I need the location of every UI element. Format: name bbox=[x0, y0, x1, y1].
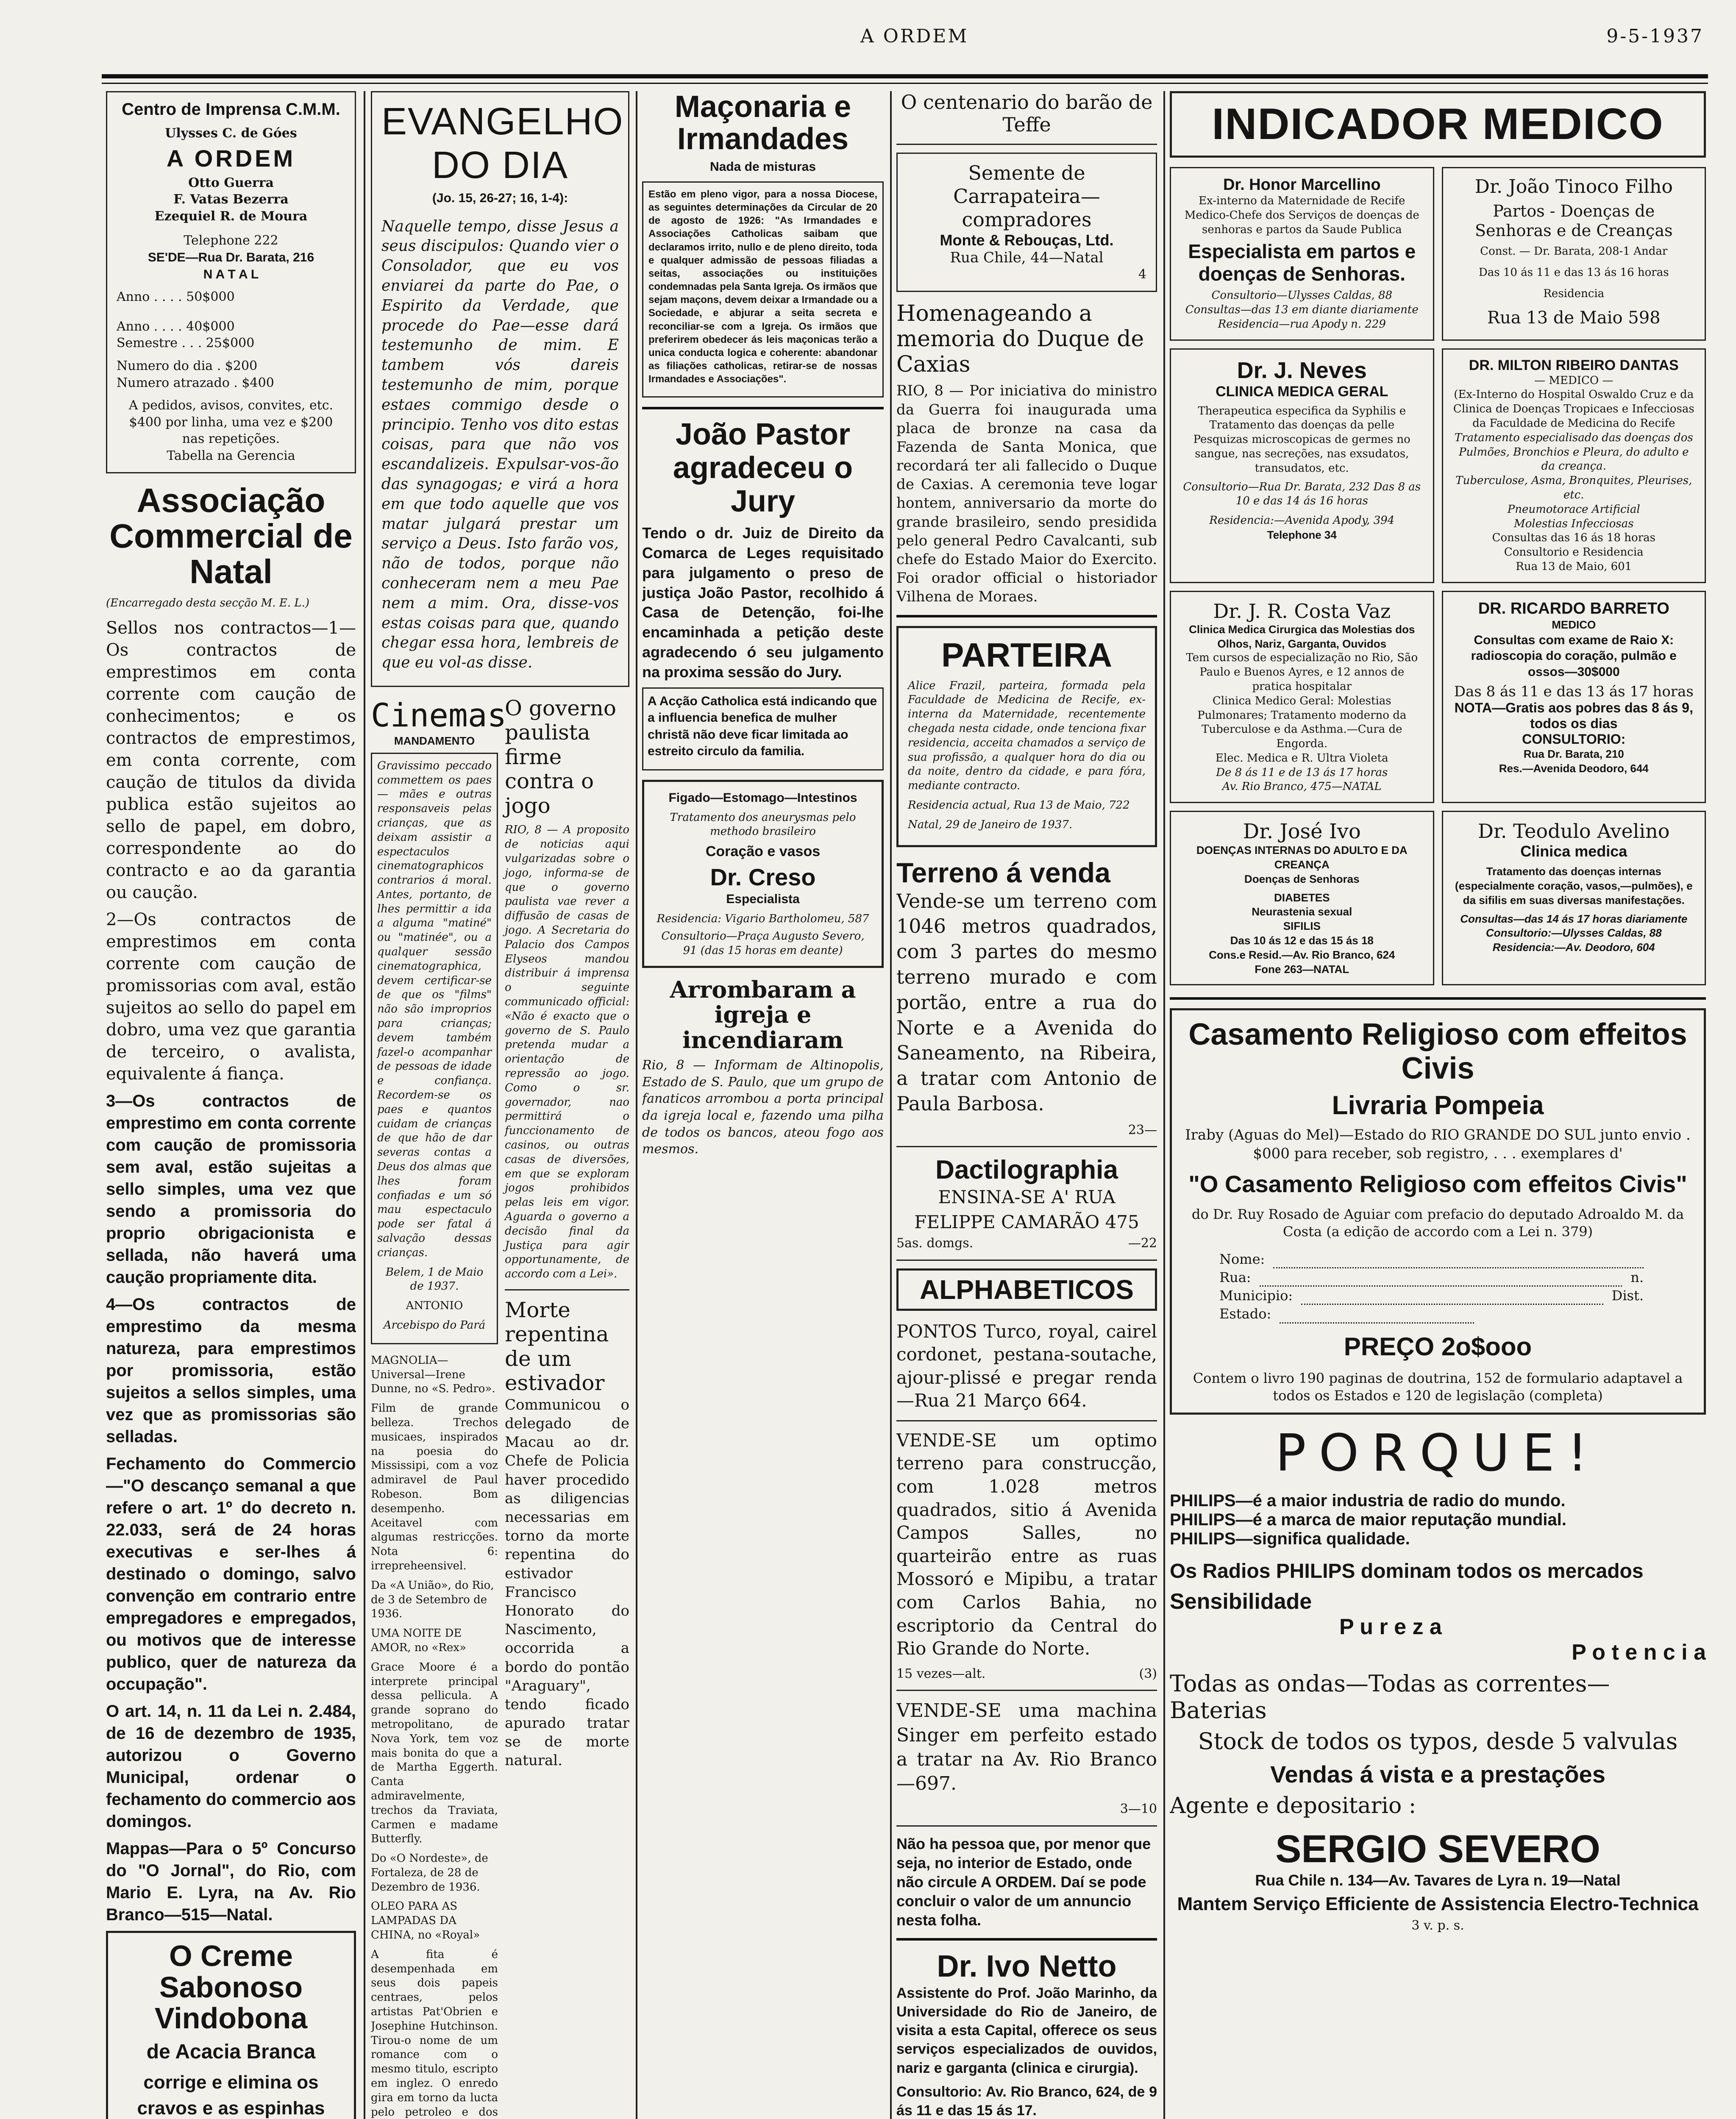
philips-dominam: Os Radios PHILIPS dominam todos os mercados bbox=[1170, 1560, 1644, 1582]
doctor-line: Tuberculose, Asma, Bronquites, Pleurises, etc. bbox=[1455, 474, 1692, 501]
doctor-line: DIABETES bbox=[1274, 891, 1330, 904]
doctor-line: (Ex-Interno do Hospital Oswaldo Cruz e da Clinica de Doenças Tropicaes e Infecciosas da Faculdade de Medicina do Recife bbox=[1453, 388, 1694, 430]
column-divider bbox=[636, 91, 637, 2119]
doctor-line: Therapeutica especifica da Syphilis e Tratamento das doenças da pelle Pesquizas microscopicas de germes no sangue, nas secreções, nas exsudatos, transudatos, etc. bbox=[1193, 404, 1410, 475]
doctor-line: Tem cursos de especialização no Rio, São Paulo e Buenos Ayres, e 12 annos de pratica hospitalar bbox=[1186, 651, 1418, 693]
header-rule-thin bbox=[102, 83, 1708, 84]
masthead-line: Ulysses C. de Góes bbox=[165, 126, 297, 141]
morte-title: Morte repentina de um estivador bbox=[505, 1297, 609, 1396]
doctor-card bbox=[1170, 167, 1434, 341]
caxias-text: RIO, 8 — Por iniciativa do ministro da Guerra foi inaugurada uma placa de bronze na casa da Fazenda de Santa Monica, que recordará ter ali fallecido o Duque de Caxias. A ceremonia teve logar hontem, anniversario da morte do grande brasileiro, sendo presidida pelo general Pedro Cavalcanti, sub chefe do Estado Maior do Exercito. Foi orador official o historiador Vilhena de Moraes. bbox=[896, 382, 1157, 606]
semente-ad bbox=[896, 153, 1157, 292]
doctor-line: Doenças de Senhoras bbox=[1244, 872, 1360, 885]
doctor-line: Rua Dr. Barata, 210 bbox=[1523, 748, 1624, 761]
form-label: Dist. bbox=[1611, 1288, 1644, 1304]
doctor-line: Tratamento especialisado das doenças dos Pulmões, Bronchios e Pleura, do adulto e da creança. bbox=[1454, 431, 1693, 473]
cinemas-review: Do «O Nordeste», de Fortaleza, de 28 de Dezembro de 1936. bbox=[371, 1852, 488, 1894]
jury-text: Tendo o dr. Juiz de Direito da Comarca de Leges requisitado para julgamento o preso de justiça João Pastor, recolhido á Casa de Detenção, foi-lhe encaminhada a petição deste agradecendo ó seu julgamento na proxima sessão do Jury. bbox=[642, 524, 884, 681]
masthead-line: Numero do dia . $200 bbox=[117, 358, 258, 373]
philips-tail: 3 v. p. s. bbox=[1411, 1918, 1464, 1933]
form-label: Municipio: bbox=[1219, 1288, 1293, 1304]
cinemas-sub: MANDAMENTO bbox=[394, 734, 475, 747]
creso-res: Residencia: Vigario Bartholomeu, 587 bbox=[657, 912, 869, 925]
masthead-line: Anno . . . . 50$000 bbox=[117, 289, 235, 305]
doctor-name: Dr. Teodulo Avelino bbox=[1478, 820, 1670, 843]
assoc-paragraph: 2—Os contractos de emprestimos em conta corrente com caução de promissorias com aval, estão sujeitos ao sello do papel em dobro, uma vez que garantia de terceiro, o avalista, equivalente á fiança. bbox=[106, 910, 356, 1084]
parteira-title: PARTEIRA bbox=[941, 636, 1112, 674]
masthead-title: Centro de Imprensa C.M.M. bbox=[122, 100, 340, 119]
doctor-name: Dr. João Tinoco Filho bbox=[1474, 176, 1673, 197]
doctor-card bbox=[1170, 591, 1434, 804]
masthead-line: Anno . . . . 40$000 bbox=[117, 319, 235, 334]
cinemas-sign-role: Arcebispo do Pará bbox=[383, 1319, 486, 1332]
masthead-line: N A T A L bbox=[203, 267, 259, 281]
casamento-ad bbox=[1170, 1008, 1706, 1414]
masthead-line: Numero atrazado . $400 bbox=[117, 375, 274, 390]
casamento-quote: "O Casamento Religioso com effeitos Civis" bbox=[1188, 1171, 1687, 1198]
governo-title: O governo paulista firme contra o jogo bbox=[505, 695, 617, 818]
doctor-line: Consultorio e Residencia bbox=[1504, 546, 1644, 559]
philips-line: PHILIPS—é a maior industria de radio do mundo. bbox=[1170, 1491, 1566, 1510]
doctor-card bbox=[1170, 348, 1434, 583]
pensado-text: Não ha pessoa que, por menor que seja, no interior de Estado, onde não circule A ORDEM. Daí se pode concluir o valor de um annuncio nesta folha. bbox=[896, 1835, 1151, 1929]
assoc-paragraph: O art. 14, n. 11 da Lei n. 2.484, de 16 de dezembro de 1935, autorizou o Governo Municipal, ordenar o fechamento do commercio aos domingos. bbox=[106, 1702, 356, 1831]
maconaria-section bbox=[642, 91, 884, 398]
casamento-price: PREÇO 2o$ooo bbox=[1344, 1332, 1532, 1361]
cinemas-sign: ANTONIO bbox=[406, 1299, 463, 1313]
form-label: Estado: bbox=[1219, 1306, 1271, 1322]
column-1 bbox=[106, 91, 356, 2119]
doctor-line: Telephone 34 bbox=[1267, 528, 1337, 541]
maconaria-sub: Nada de misturas bbox=[709, 160, 816, 174]
philips-potencia: P o t e n c i a bbox=[1572, 1640, 1706, 1665]
cinemas-review: Film de grande belleza. Trechos musicaes, inspirados na poesia do Mississipi, com a voz admiravel de Paul Robeson. Bom desempenho. Aceitavel com algumas restricções. Nota 6: irrepreheensivel. bbox=[371, 1402, 498, 1572]
creso-head: Figado—Estomago—Intestinos bbox=[668, 790, 857, 805]
newspaper-name: A ORDEM bbox=[860, 25, 969, 47]
assoc-byline: (Encarregado desta secção M. E. L.) bbox=[106, 596, 310, 609]
assoc-paragraph: Mappas—Para o 5º Concurso do "O Jornal", do Rio, com Mario E. Lyra, na Av. Rio Branco—515—Natal. bbox=[106, 1839, 356, 1924]
doctor-line: Das 10 ás 12 e das 15 ás 18 bbox=[1230, 934, 1374, 947]
doctor-name: Dr. José Ivo bbox=[1243, 820, 1361, 844]
creme-text: corrige e elimina os cravos e as espinhas bbox=[137, 2072, 325, 2119]
jury-title: João Pastor agradeceu o Jury bbox=[673, 417, 853, 518]
cinemas-review: UMA NOITE DE AMOR, no «Rex» bbox=[371, 1627, 466, 1654]
philips-addr: Rua Chile n. 134—Av. Tavares de Lyra n. 19—Natal bbox=[1255, 1871, 1621, 1889]
creso-sub: Tratamento dos aneurysmas pelo methodo brasileiro bbox=[670, 811, 856, 838]
caxias-title: Homenageando a memoria do Duque de Caxias bbox=[896, 300, 1144, 377]
doctor-line: — MEDICO — bbox=[1534, 374, 1614, 387]
evangelho-text: Naquelle tempo, disse Jesus a seus discipulos: Quando vier o Consolador, que eu vos enviarei da parte do Pae, o Espirito da Verdade, que procede do Pae—esse dará testemunho de mim. E tambem vós dareis testemunho de mim, porque estaes commigo desde o principio. Tenho vos dito estas coisas, para que não vos escandalizeis. Expulsar-vos-ão das synagogas; e virá a hora em que todo aquelle que vos matar julgará prestar um serviço a Deus. Isto farão vos, não de todos, porque não conheceram nem a meu Pae nem a mim. Ora, disse-vos estas coisas para que, quando chegar essa hora, lembreis de que eu vol-as disse. bbox=[381, 217, 619, 672]
centenario-title: O centenario do barão de Teffe bbox=[901, 91, 1153, 136]
terreno-text: Vende-se um terreno com 1046 metros quadrados, com 3 partes do mesmo terreno murado e com portão, entre a rua do Norte e a Avenida do Saneamento, na Ribeira, a tratar com Antonio de Paula Barbosa. bbox=[896, 889, 1157, 1115]
dactilo-title: Dactilographia bbox=[935, 1155, 1118, 1185]
netto-title: Dr. Ivo Netto bbox=[937, 1949, 1117, 1983]
parteira-text: Alice Frazil, parteira, formada pela Faculdade de Medicina de Recife, ex-interna da Maternidade, recentemente chegada nesta cidade, onde tenciona fixar residencia, acceita chamados a serviço de sua profissão, a qualquer hora do dia ou da noite, dentro da cidade, e para fóra, mediante contracto. bbox=[908, 679, 1146, 793]
doctor-line: MEDICO bbox=[1552, 618, 1596, 631]
parteira-ad bbox=[896, 626, 1157, 847]
dactilo-text: ENSINA-SE A' RUA FELIPPE CAMARÃO 475 bbox=[914, 1187, 1139, 1233]
creso-cons: Consultorio—Praça Augusto Severo, 91 (das 15 horas em deante) bbox=[661, 930, 865, 957]
header-rule bbox=[102, 74, 1708, 78]
parteira-date: Natal, 29 de Janeiro de 1937. bbox=[908, 818, 1073, 831]
maconaria-title: Maçonaria e Irmandades bbox=[674, 91, 851, 156]
page-header bbox=[102, 25, 1708, 76]
doctor-line: Especialista em partos e doenças de Senhoras. bbox=[1188, 240, 1416, 285]
masthead-line: SE'DE—Rua Dr. Barata, 216 bbox=[147, 250, 314, 264]
doctor-line: Clinica Medica Cirurgica das Molestias dos Olhos, Nariz, Garganta, Ouvidos bbox=[1189, 623, 1415, 650]
doctor-line: Clinica medica bbox=[1520, 843, 1628, 860]
assoc-paragraph: Fechamento do Commercio—"O descanço semanal a que refere o art. 1º do decreto n. 22.033, será de 24 horas executivas e ser-lhes á destinado o domingo, salvo convenção em contrario entre empregadores e empregados, ou motivos que de interesse publico, quer de natureza da occupação". bbox=[106, 1454, 356, 1694]
doctor-line: Res.—Avenida Deodoro, 644 bbox=[1499, 762, 1649, 775]
doctor-line: Residencia—rua Apody n. 229 bbox=[1218, 317, 1386, 331]
cinemas-place: Belem, 1 de Maio de 1937. bbox=[385, 1265, 484, 1293]
philips-agente: Agente e depositario : bbox=[1170, 1793, 1416, 1819]
doctor-line: Consultorio:—Ulysses Caldas, 88 bbox=[1486, 926, 1662, 940]
issue-date: 9-5-1937 bbox=[1606, 25, 1704, 47]
cinemas-box bbox=[371, 753, 498, 1344]
terreno2-text: VENDE-SE um optimo terreno para construcção, com 1.028 metros quadrados, sitio á Avenida Campos Salles, no quarteirão entre as ruas Mossoró e Mipibu, a tratar com Carlos Bahia, no escriptorio da Central do Rio Grande do Norte. bbox=[896, 1429, 1157, 1659]
doctor-line: Partos - Doenças de Senhoras e de Creanças bbox=[1474, 202, 1673, 240]
column-divider bbox=[890, 91, 892, 2119]
doctor-line: Residencia:—Avenida Apody, 394 bbox=[1209, 514, 1395, 527]
doctor-card bbox=[1442, 167, 1706, 341]
assoc-section bbox=[106, 483, 356, 1926]
column-2 bbox=[371, 91, 629, 2119]
morte-text: Communicou o delegado de Macau ao dr. Chefe de Policia haver procedido as diligencias necessarias em torno da morte repentina do estivador Francisco Honorato do Nascimento, occorrida a bordo do pontão "Araguary", tendo ficado apurado tratar se de morte natural. bbox=[505, 1396, 629, 1769]
terreno2-foot: 15 vezes—alt. bbox=[896, 1666, 986, 1681]
cinemas-review: OLEO PARA AS LAMPADAS DA CHINA, no «Royal» bbox=[371, 1900, 480, 1942]
doctor-line: DOENÇAS INTERNAS DO ADULTO E DA CREANÇA bbox=[1196, 844, 1408, 871]
doctor-name: Dr. J. R. Costa Vaz bbox=[1213, 599, 1391, 623]
doctor-line: Tratamento das doenças internas (especialmente coração, vasos,—pulmões), e da sifilis em suas diversas manifestações. bbox=[1455, 865, 1693, 907]
semente-firm: Monte & Rebouças, Ltd. bbox=[940, 231, 1114, 249]
doctor-line: Residencia:—Av. Deodoro, 604 bbox=[1492, 941, 1655, 954]
masthead-line: F. Vatas Bezerra bbox=[173, 192, 289, 207]
philips-sens: Sensibilidade bbox=[1170, 1589, 1312, 1614]
doctor-line: Consultas das 16 ás 18 horas bbox=[1492, 531, 1655, 545]
creme-ad bbox=[106, 1931, 356, 2119]
livraria-name: Livraria Pompeia bbox=[1332, 1090, 1544, 1120]
doctor-line: NOTA—Gratis aos pobres das 8 ás 9, todos os dias bbox=[1454, 700, 1693, 731]
doctor-card bbox=[1442, 811, 1706, 985]
semente-addr: Rua Chile, 44—Natal bbox=[950, 249, 1104, 267]
doctor-line: Ex-interno da Maternidade de Recife bbox=[1199, 195, 1405, 207]
evangelho-ref: (Jo. 15, 26-27; 16, 1-4): bbox=[432, 191, 568, 205]
doctor-line: SIFILIS bbox=[1283, 920, 1321, 933]
philips-stock: Stock de todos os typos, desde 5 valvulas bbox=[1198, 1727, 1678, 1755]
netto-text: Assistente do Prof. João Marinho, da Universidade do Rio de Janeiro, de visita a esta Capital, offerece os seus serviços especializados de ouvidos, nariz e garganta (clinica e cirurgia). bbox=[896, 1985, 1157, 2076]
terreno-title: Terreno á venda bbox=[896, 856, 1110, 888]
doctor-line: Pneumotorace Artificial bbox=[1507, 503, 1640, 516]
terreno2-num: (3) bbox=[1139, 1666, 1157, 1681]
philips-sergio: SERGIO SEVERO bbox=[1275, 1827, 1600, 1871]
philips-ad bbox=[1170, 1424, 1706, 1934]
cinemas-title: Cinemas bbox=[371, 696, 507, 734]
cinemas-review: A fita é desempenhada em seus dois papeis centraes, pelos artistas Pat'Obrien e Josephine Hutchinson. Tirou-o nome de um romance com o mesmo titulo, escripto em inglez. O enredo gira em torno da lucta pelo petroleo e dos bbox=[371, 1948, 498, 2119]
accao-text: A Acção Catholica está indicando que a influencia benefica de mulher christã não deve ficar limitada ao estreito circulo da familia. bbox=[648, 694, 877, 759]
parteira-res: Residencia actual, Rua 13 de Maio, 722 bbox=[908, 798, 1130, 812]
philips-line: PHILIPS—é a marca de maior reputação mundial. bbox=[1170, 1510, 1566, 1529]
masthead-line: Tabella na Gerencia bbox=[167, 448, 295, 463]
singer-num: 3—10 bbox=[1120, 1802, 1157, 1817]
doctor-line: De 8 ás 11 e de 13 ás 17 horas bbox=[1216, 766, 1388, 779]
doctor-line: Residencia bbox=[1543, 287, 1605, 300]
doctor-line: Das 8 ás 11 e das 13 ás 17 horas bbox=[1454, 683, 1694, 701]
semente-num: 4 bbox=[1138, 267, 1146, 282]
casamento-author: do Dr. Ruy Rosado de Aguiar com prefacio do deputado Adroaldo M. da Costa (a edição de accordo com a Lei n. 379) bbox=[1191, 1206, 1684, 1240]
doctor-name: Dr. J. Neves bbox=[1237, 357, 1367, 383]
singer-text: VENDE-SE uma machina Singer em perfeito estado a tratar na Av. Rio Branco—697. bbox=[896, 1700, 1157, 1794]
column-divider bbox=[364, 91, 365, 2119]
porque-title: PORQUE! bbox=[1275, 1424, 1600, 1483]
doctor-line: Const. — Dr. Barata, 208-1 Andar bbox=[1480, 245, 1668, 258]
column-divider bbox=[1163, 91, 1165, 2119]
cinemas-review: MAGNOLIA—Universal—Irene Dunne, no «S. Pedro». bbox=[371, 1354, 495, 1396]
creso-ad bbox=[642, 780, 884, 968]
doctor-name: DR. RICARDO BARRETO bbox=[1478, 599, 1669, 617]
dactilo-num: —22 bbox=[1128, 1235, 1157, 1251]
form-label: Rua: bbox=[1219, 1269, 1251, 1285]
accao-box bbox=[642, 687, 884, 770]
doctor-line: Neurastenia sexual bbox=[1252, 905, 1352, 918]
igreja-title: Arrombaram a igreja e incendiaram bbox=[670, 976, 856, 1054]
alpha-title-box bbox=[896, 1268, 1157, 1311]
doctor-line: Fone 263—NATAL bbox=[1255, 962, 1349, 976]
alpha-text: PONTOS Turco, royal, cairel cordonet, pestana-soutache, ajour-plissé e pregar renda—Rua 21 Março 664. bbox=[896, 1321, 1157, 1411]
doctor-line: Av. Rio Branco, 475—NATAL bbox=[1222, 780, 1382, 793]
terreno-num: 23— bbox=[1128, 1122, 1157, 1137]
cinemas-review: Grace Moore é a interprete principal dessa pellicula. A grande soprano do metropolitano, de Nova York, tem voz mais bonita do que a de Martha Eggerth. Canta admiravelmente, trechos da Traviata, Carmen e madame Butterfly. bbox=[371, 1660, 498, 1846]
dactilo-foot: 5as. domgs. bbox=[896, 1235, 974, 1251]
doctor-card bbox=[1170, 811, 1434, 985]
philips-pureza: P u r e z a bbox=[1339, 1614, 1442, 1639]
creso-role: Especialista bbox=[726, 892, 800, 907]
masthead-line: Semestre . . . 25$000 bbox=[117, 336, 255, 351]
doctor-line: Medico-Chefe dos Serviços de doenças de senhoras e partos da Saude Publica bbox=[1184, 209, 1419, 236]
assoc-paragraph: 4—Os contractos de emprestimo da mesma natureza, para emprestimos por promissoria, estão sujeitos a sellos simples, uma vez que as promissorias são selladas. bbox=[106, 1295, 356, 1446]
netto-cons: Consultorio: Av. Rio Branco, 624, de 9 ás 11 e das 15 ás 17. bbox=[896, 2083, 1157, 2119]
doctor-line: Consultas—das 13 em diante diariamente bbox=[1185, 303, 1419, 316]
alpha-title: ALPHABETICOS bbox=[920, 1274, 1134, 1305]
philips-vendas: Vendas á vista e a prestações bbox=[1270, 1760, 1605, 1788]
masthead-line: Otto Guerra bbox=[188, 175, 274, 190]
igreja-text: Rio, 8 — Informam de Altinopolis, Estado de S. Paulo, que um grupo de fanaticos arrombou a porta principal da igreja local e, fazendo uma pilha de todos os bancos, ateou fogo aos mesmos. bbox=[642, 1058, 884, 1157]
doctor-line: Elec. Medica e R. Ultra Violeta bbox=[1215, 751, 1388, 765]
doctor-line: Consultorio—Rua Dr. Barata, 232 Das 8 as 10 e das 14 ás 16 horas bbox=[1183, 480, 1421, 508]
evangelho-title: EVANGELHO DO DIA bbox=[381, 100, 624, 186]
doctor-name: Dr. Honor Marcellino bbox=[1223, 176, 1381, 194]
column-4 bbox=[896, 91, 1157, 2119]
casamento-title: Casamento Religioso com effeitos Civis bbox=[1188, 1018, 1687, 1085]
doctor-line: Consultorio—Ulysses Caldas, 88 bbox=[1211, 289, 1393, 302]
creme-sub: de Acacia Branca bbox=[146, 2040, 316, 2063]
casamento-desc: Contem o livro 190 paginas de doutrina, 152 de formulario adaptavel a todos os Estados e 120 de legislação (completa) bbox=[1193, 1370, 1683, 1404]
assoc-paragraph: Sellos nos contractos—1—Os contractos de emprestimos em conta corrente com caução de conhecimentos; e os contractos de emprestimos, em conta corrente, com caução de titulos da divida publica estão sujeitos ao sello de papel, em dobro, correspondente ao do contracto e ao da garantia ou caução. bbox=[106, 618, 356, 903]
evangelho-box bbox=[371, 91, 629, 687]
column-3 bbox=[642, 91, 884, 2119]
masthead-line: Ezequiel R. de Moura bbox=[154, 209, 308, 224]
assoc-title: Associação Commercial de Natal bbox=[109, 481, 353, 590]
indicador-title: INDICADOR MEDICO bbox=[1212, 100, 1664, 149]
doctor-line: Consultas—das 14 ás 17 horas diariamente bbox=[1460, 912, 1688, 925]
casamento-text: Iraby (Aguas do Mel)—Estado do RIO GRANDE DO SUL junto envio . $000 para receber, sob registro, . . . exemplares d' bbox=[1185, 1126, 1691, 1162]
doctor-line: Das 10 ás 11 e das 13 ás 16 horas bbox=[1478, 266, 1669, 279]
doctor-line: Clinica Medico Geral: Molestias Pulmonares; Tratamento moderno da Tuberculose e da Asthma.—Cura de Engorda. bbox=[1197, 694, 1407, 751]
cinemas-text: Gravissimo peccado commettem os paes — mães e outras responsaveis pelas crianças, que as deixam assistir a espectaculos cinematographicos contrarios á moral. Antes, portanto, de lhes permittir a ida a alguma "matiné" ou "matinée", ou a qualquer sessão cinematographica, devem certificar-se de que os "films" não são improprios para crianças; devem também fazel-o acompanhar de pessoas de idade e confiança. Recordem-se os paes e quantos cuidam de crianças de que hão de dar severas contas a Deus dos almas que lhes foram confiadas e um só mau espectaculo pode ser fatal á salvação dessas crianças. bbox=[377, 759, 492, 1259]
doctor-line: Cons.e Resid.—Av. Rio Branco, 624 bbox=[1209, 948, 1395, 961]
doctor-line: CLINICA MEDICA GERAL bbox=[1216, 383, 1388, 400]
maconaria-box bbox=[642, 181, 884, 398]
indicador-box bbox=[1170, 91, 1706, 158]
creme-title: O Creme Sabonoso Vindobona bbox=[154, 1939, 308, 2035]
cinemas-review: Da «A União», do Rio, de 3 de Setembro de 1936. bbox=[371, 1579, 494, 1621]
masthead-line: Telephone 222 bbox=[184, 233, 278, 248]
maconaria-text: Estão em pleno vigor, para a nossa Diocese, as seguintes determinações da Circular de 20 de agosto de 1926: "As Irmandades e Associações Catholicas saibam que declaramos irrito, nullo e de pleno direito, toda e qualquer admissão de pessoas filiadas a seitas, associações ou instituições condemnadas pela Santa Igreja. Os irmãos que sejam maçons, devem deixar a Irmandade ou a Sociedade, e abjurar a seita secreta e reconciliar-se com a Igreja. Os irmãos que preferirem obedecer ás leis maçonicas terão a unica conducta logica e coherente: abandonar as filiações catholicas, retirar-se de nossas Irmandades e Associações". bbox=[648, 188, 877, 385]
form-label: Nome: bbox=[1219, 1251, 1265, 1267]
doctor-line: Consultas com exame de Raio X: radioscopia do coração, pulmão e ossos—30$000 bbox=[1471, 633, 1677, 679]
doctor-line: CONSULTORIO: bbox=[1522, 731, 1626, 747]
creso-line: Coração e vasos bbox=[705, 843, 821, 860]
doctor-line: Rua 13 de Maio 598 bbox=[1487, 308, 1661, 328]
doctor-line: Rua 13 de Maio, 601 bbox=[1516, 560, 1632, 573]
governo-text: RIO, 8 — A proposito de noticias aqui vulgarizadas sobre o jogo, informa-se de que o governo paulista vae rever a diffusão de casas de jogo. A Secretaria do Palacio dos Campos Elyseos mandou distribuir á imprensa o seguinte communicado official: «Não é exacto que o governo de S. Paulo pretenda mudar a orientação de repressão ao jogo. Como o sr. governador, nao permittirá o funccionamento de casinos, ou outras casas de diversões, em que se exploram jogos prohibidos pelas leis em vigor. Aguarda o governo a decisão final da Justiça para agir opportunamente, de accordo com a Lei». bbox=[505, 823, 629, 1281]
creso-name: Dr. Creso bbox=[710, 864, 816, 891]
philips-servico: Mantem Serviço Efficiente de Assistencia Electro-Technica bbox=[1177, 1893, 1699, 1914]
philips-line: PHILIPS—significa qualidade. bbox=[1170, 1529, 1410, 1548]
doctor-card bbox=[1442, 591, 1706, 804]
doctor-name: DR. MILTON RIBEIRO DANTAS bbox=[1469, 357, 1679, 373]
masthead-paper: A ORDEM bbox=[166, 145, 296, 172]
doctor-card bbox=[1442, 348, 1706, 583]
philips-ondas: Todas as ondas—Todas as correntes—Baterias bbox=[1170, 1670, 1610, 1724]
doctor-line: Molestias Infecciosas bbox=[1514, 517, 1634, 530]
assoc-paragraph: 3—Os contractos de emprestimo em conta corrente com caução de promissoria sem aval, estão sujeitas a sello simples, uma vez que sendo a promissoria do proprio obrigacionista e sellada, não haverá uma caução propriamente dita. bbox=[106, 1092, 356, 1287]
semente-line: Semente de Carrapateira—compradores bbox=[953, 161, 1100, 231]
form-label: n. bbox=[1630, 1269, 1644, 1285]
column-5 bbox=[1170, 91, 1706, 2119]
masthead-box bbox=[106, 91, 356, 473]
masthead-line: A pedidos, avisos, convites, etc. $400 por linha, uma vez e $200 nas repetições. bbox=[128, 398, 334, 447]
